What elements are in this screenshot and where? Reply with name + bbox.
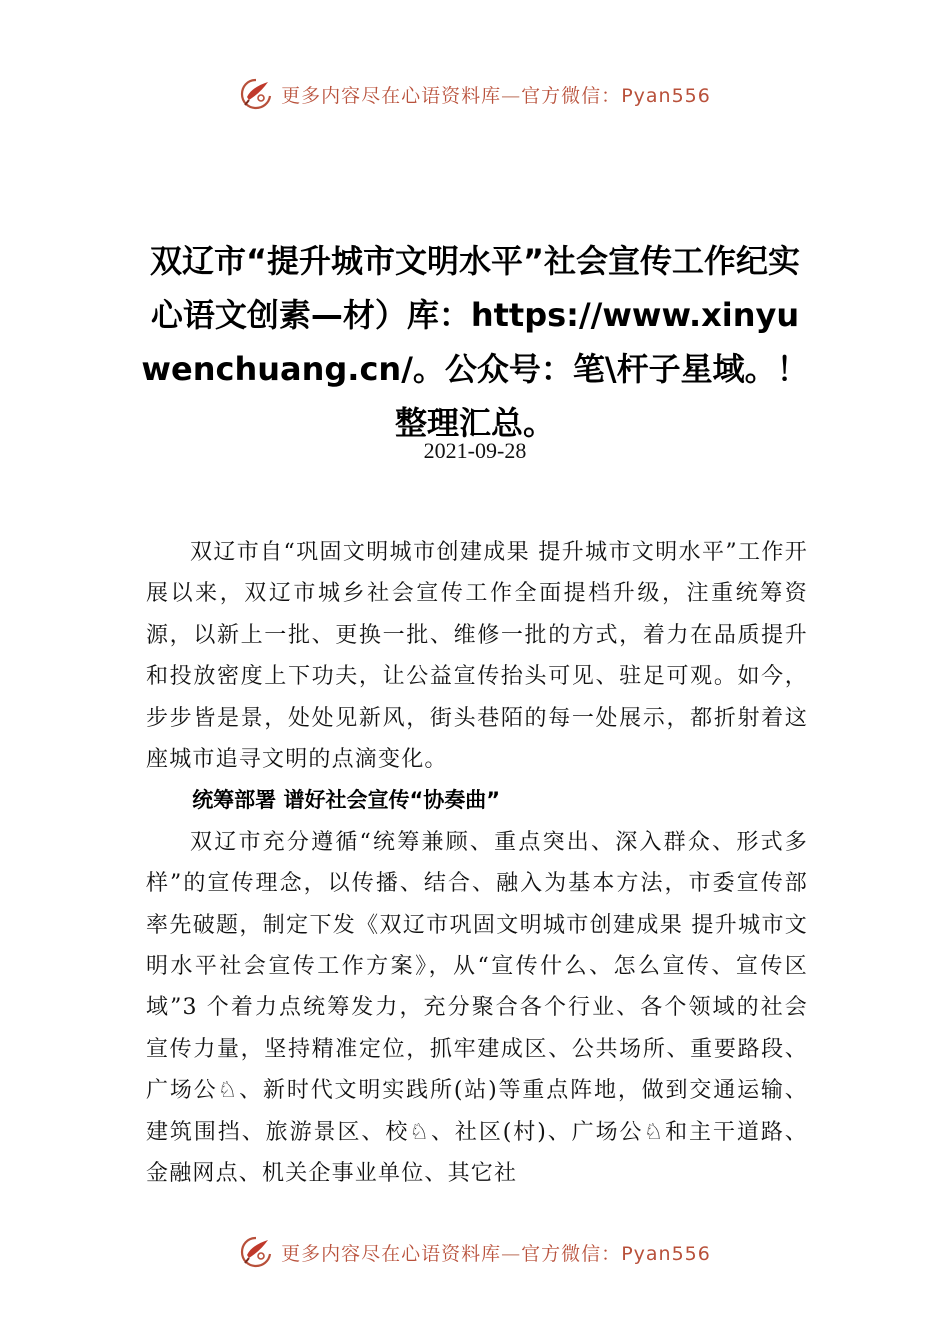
header-watermark-banner [0,74,950,114]
paragraph: 双辽市自“巩固文明城市创建成果 提升城市文明水平”工作开展以来，双辽市城乡社会宣传工作全面提档升级，注重统筹资源，以新上一批、更换一批、维修一批的方式，着力在品质提升和投放密度上下功夫，让公益宣传抬头可见、驻足可观。如今，步步皆是景，处处见新风，街头巷陌的每一处展示，都折射着这座城市追寻文明的点滴变化。 [146,540,808,773]
watermark-text: 更多内容尽在心语资料库—官方微信：Pyan556 [281,84,711,107]
pen-swirl-logo-icon [239,1235,273,1269]
section-heading: 统筹部署 谱好社会宣传“协奏曲” [192,788,501,813]
pen-swirl-logo-icon [239,77,273,111]
document-title: 双辽市“提升城市文明水平”社会宣传工作纪实心语文创素—材）库：https://www.xinyuwenchuang.cn/。公众号：笔\杆子星域。！ 整理汇总。 [141,242,809,442]
paragraph: 双辽市充分遵循“统筹兼顾、重点突出、深入群众、形式多样”的宣传理念，以传播、结合、融入为基本方法，市委宣传部率先破题，制定下发《双辽市巩固文明城市创建成果 提升城市文明水平社会宣传工作方案》，从“宣传什么、怎么宣传、宣传区域”3 个着力点统筹发力，充分聚合各个行业、各个领域的社会宣传力量，坚持精准定位，抓牢建成区、公共场所、重要路段、广场公♘、新时代文明实践所(站)等重点阵地，做到交通运输、建筑围挡、旅游景区、校♘、社区(村)、广场公♘和主干道路、金融网点、机关企事业单位、其它社 [146,829,808,1187]
footer-watermark-banner [0,1232,950,1272]
publish-date: 2021-09-28 [423,438,527,463]
article-body [146,532,808,1195]
watermark-text: 更多内容尽在心语资料库—官方微信：Pyan556 [281,1242,711,1265]
